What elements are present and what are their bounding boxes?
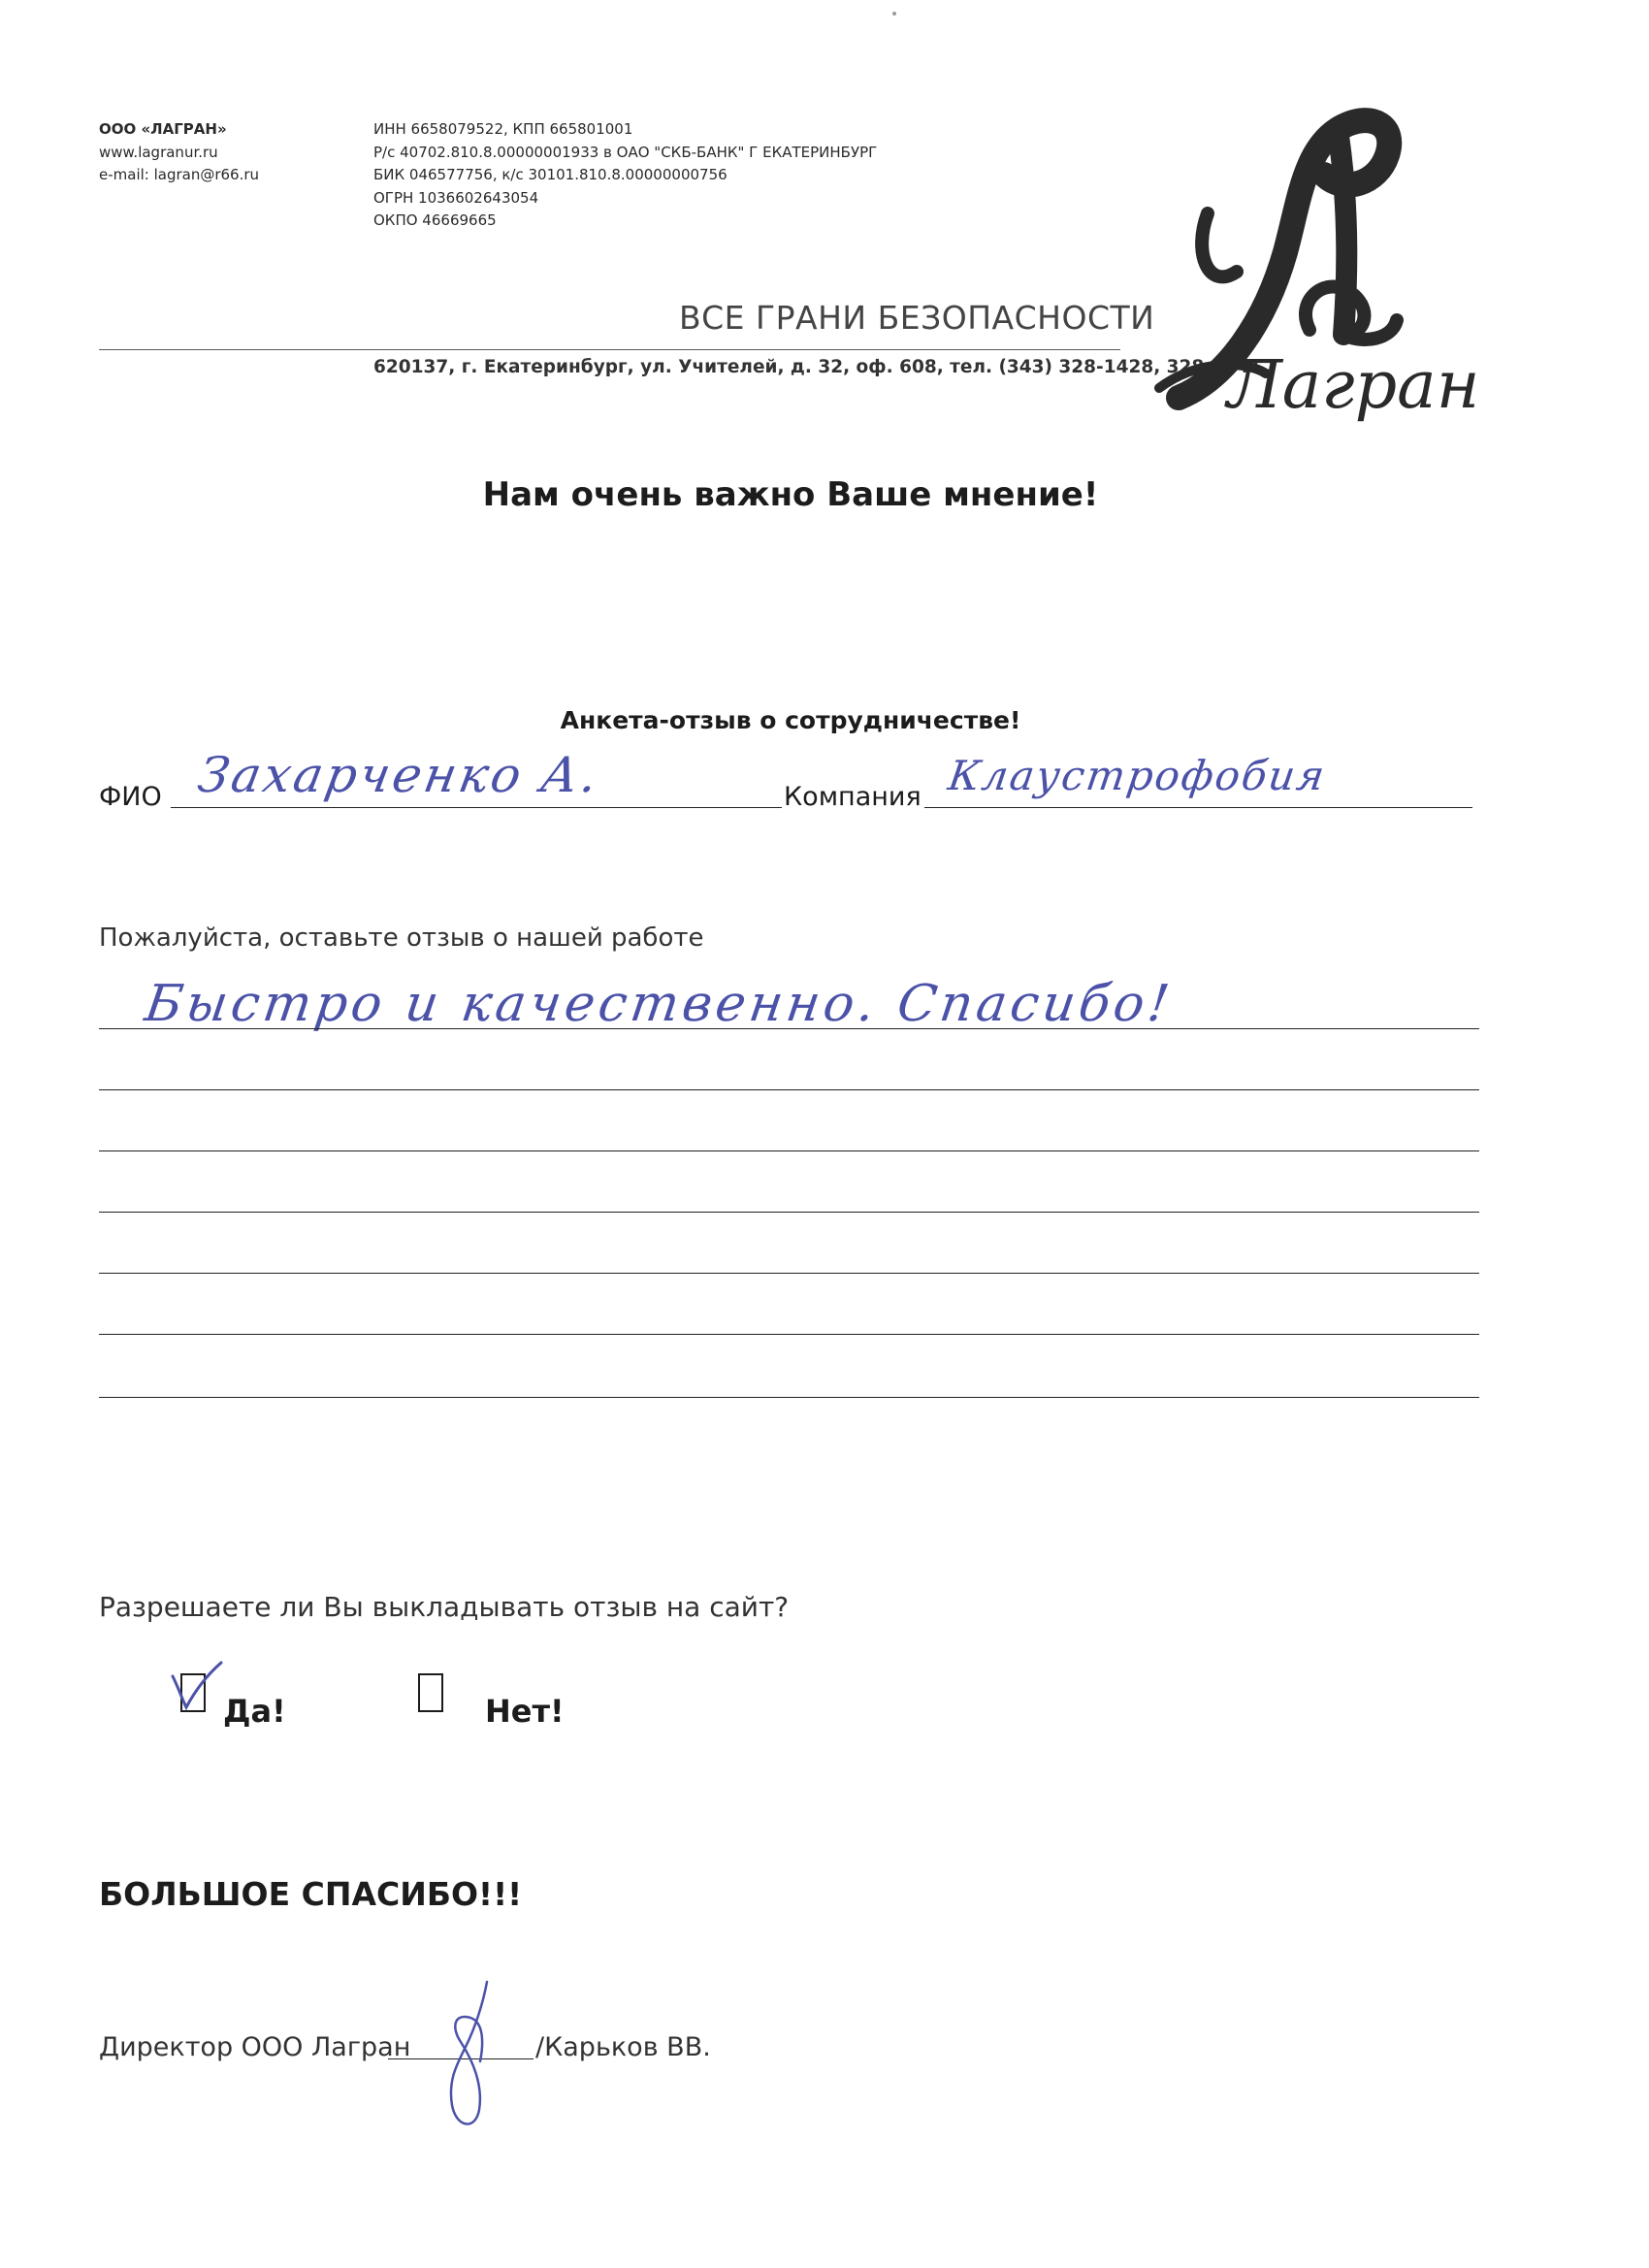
yes-label: Да!: [223, 1693, 286, 1730]
header-divider: [99, 349, 1120, 350]
company-field[interactable]: [924, 807, 1472, 808]
logo-monogram-left: [1202, 213, 1237, 276]
review-line[interactable]: [99, 1150, 1479, 1151]
scan-speck: [892, 12, 896, 16]
director-signature: [427, 1974, 524, 2134]
review-line[interactable]: [99, 1397, 1479, 1398]
review-line[interactable]: [99, 1212, 1479, 1213]
company-tagline: ВСЕ ГРАНИ БЕЗОПАСНОСТИ: [679, 299, 1155, 337]
director-name: /Карьков ВВ.: [535, 2032, 711, 2062]
director-label: Директор ООО Лагран: [99, 2032, 411, 2062]
review-prompt: Пожалуйста, оставьте отзыв о нашей работе: [99, 923, 704, 953]
logo-monogram-stem: [1339, 136, 1346, 335]
okpo: ОКПО 46669665: [373, 211, 497, 229]
bik: БИК 046577756, к/с 30101.810.8.00000000756: [373, 166, 728, 183]
no-checkbox[interactable]: [418, 1673, 443, 1712]
checkmark-icon: [167, 1659, 225, 1712]
company-handwritten-value: Клаустрофобия: [945, 752, 1330, 799]
fio-handwritten-value: Захарченко А.: [193, 747, 605, 803]
fio-label: ФИО: [99, 782, 162, 812]
survey-title: Анкета-отзыв о сотрудничестве!: [560, 706, 1021, 734]
review-line[interactable]: [99, 1334, 1479, 1335]
lagran-logo: [1140, 107, 1489, 441]
review-line[interactable]: [99, 1273, 1479, 1274]
no-label: Нет!: [485, 1693, 565, 1730]
bank-requisites: [373, 118, 1033, 233]
inn-kpp: ИНН 6658079522, КПП 665801001: [373, 120, 633, 138]
thanks-text: БОЛЬШОЕ СПАСИБО!!!: [99, 1875, 523, 1913]
review-line[interactable]: [99, 1089, 1479, 1090]
company-address: 620137, г. Екатеринбург, ул. Учителей, д. 32, оф. 608, тел. (343) 328-1428, 328-1441: [373, 357, 1262, 377]
company-email: e-mail: lagran@r66.ru: [99, 166, 260, 183]
bank-account: Р/с 40702.810.8.00000001933 в ОАО "СКБ-БАНК" Г ЕКАТЕРИНБУРГ: [373, 143, 878, 161]
ogrn: ОГРН 1036602643054: [373, 188, 539, 207]
page-title: Нам очень важно Ваше мнение!: [482, 475, 1099, 514]
fio-field[interactable]: [171, 807, 782, 808]
company-label: Компания: [784, 782, 922, 812]
permission-question: Разрешаете ли Вы выкладывать отзыв на сайт?: [99, 1591, 790, 1623]
company-contacts: [99, 118, 390, 187]
logo-text: Лагран: [1227, 347, 1480, 424]
review-line[interactable]: [99, 1028, 1479, 1029]
company-website: www.lagranur.ru: [99, 143, 218, 161]
review-handwritten-value: Быстро и качественно. Спасибо!: [141, 975, 1177, 1033]
company-name: ООО «ЛАГРАН»: [99, 120, 227, 138]
